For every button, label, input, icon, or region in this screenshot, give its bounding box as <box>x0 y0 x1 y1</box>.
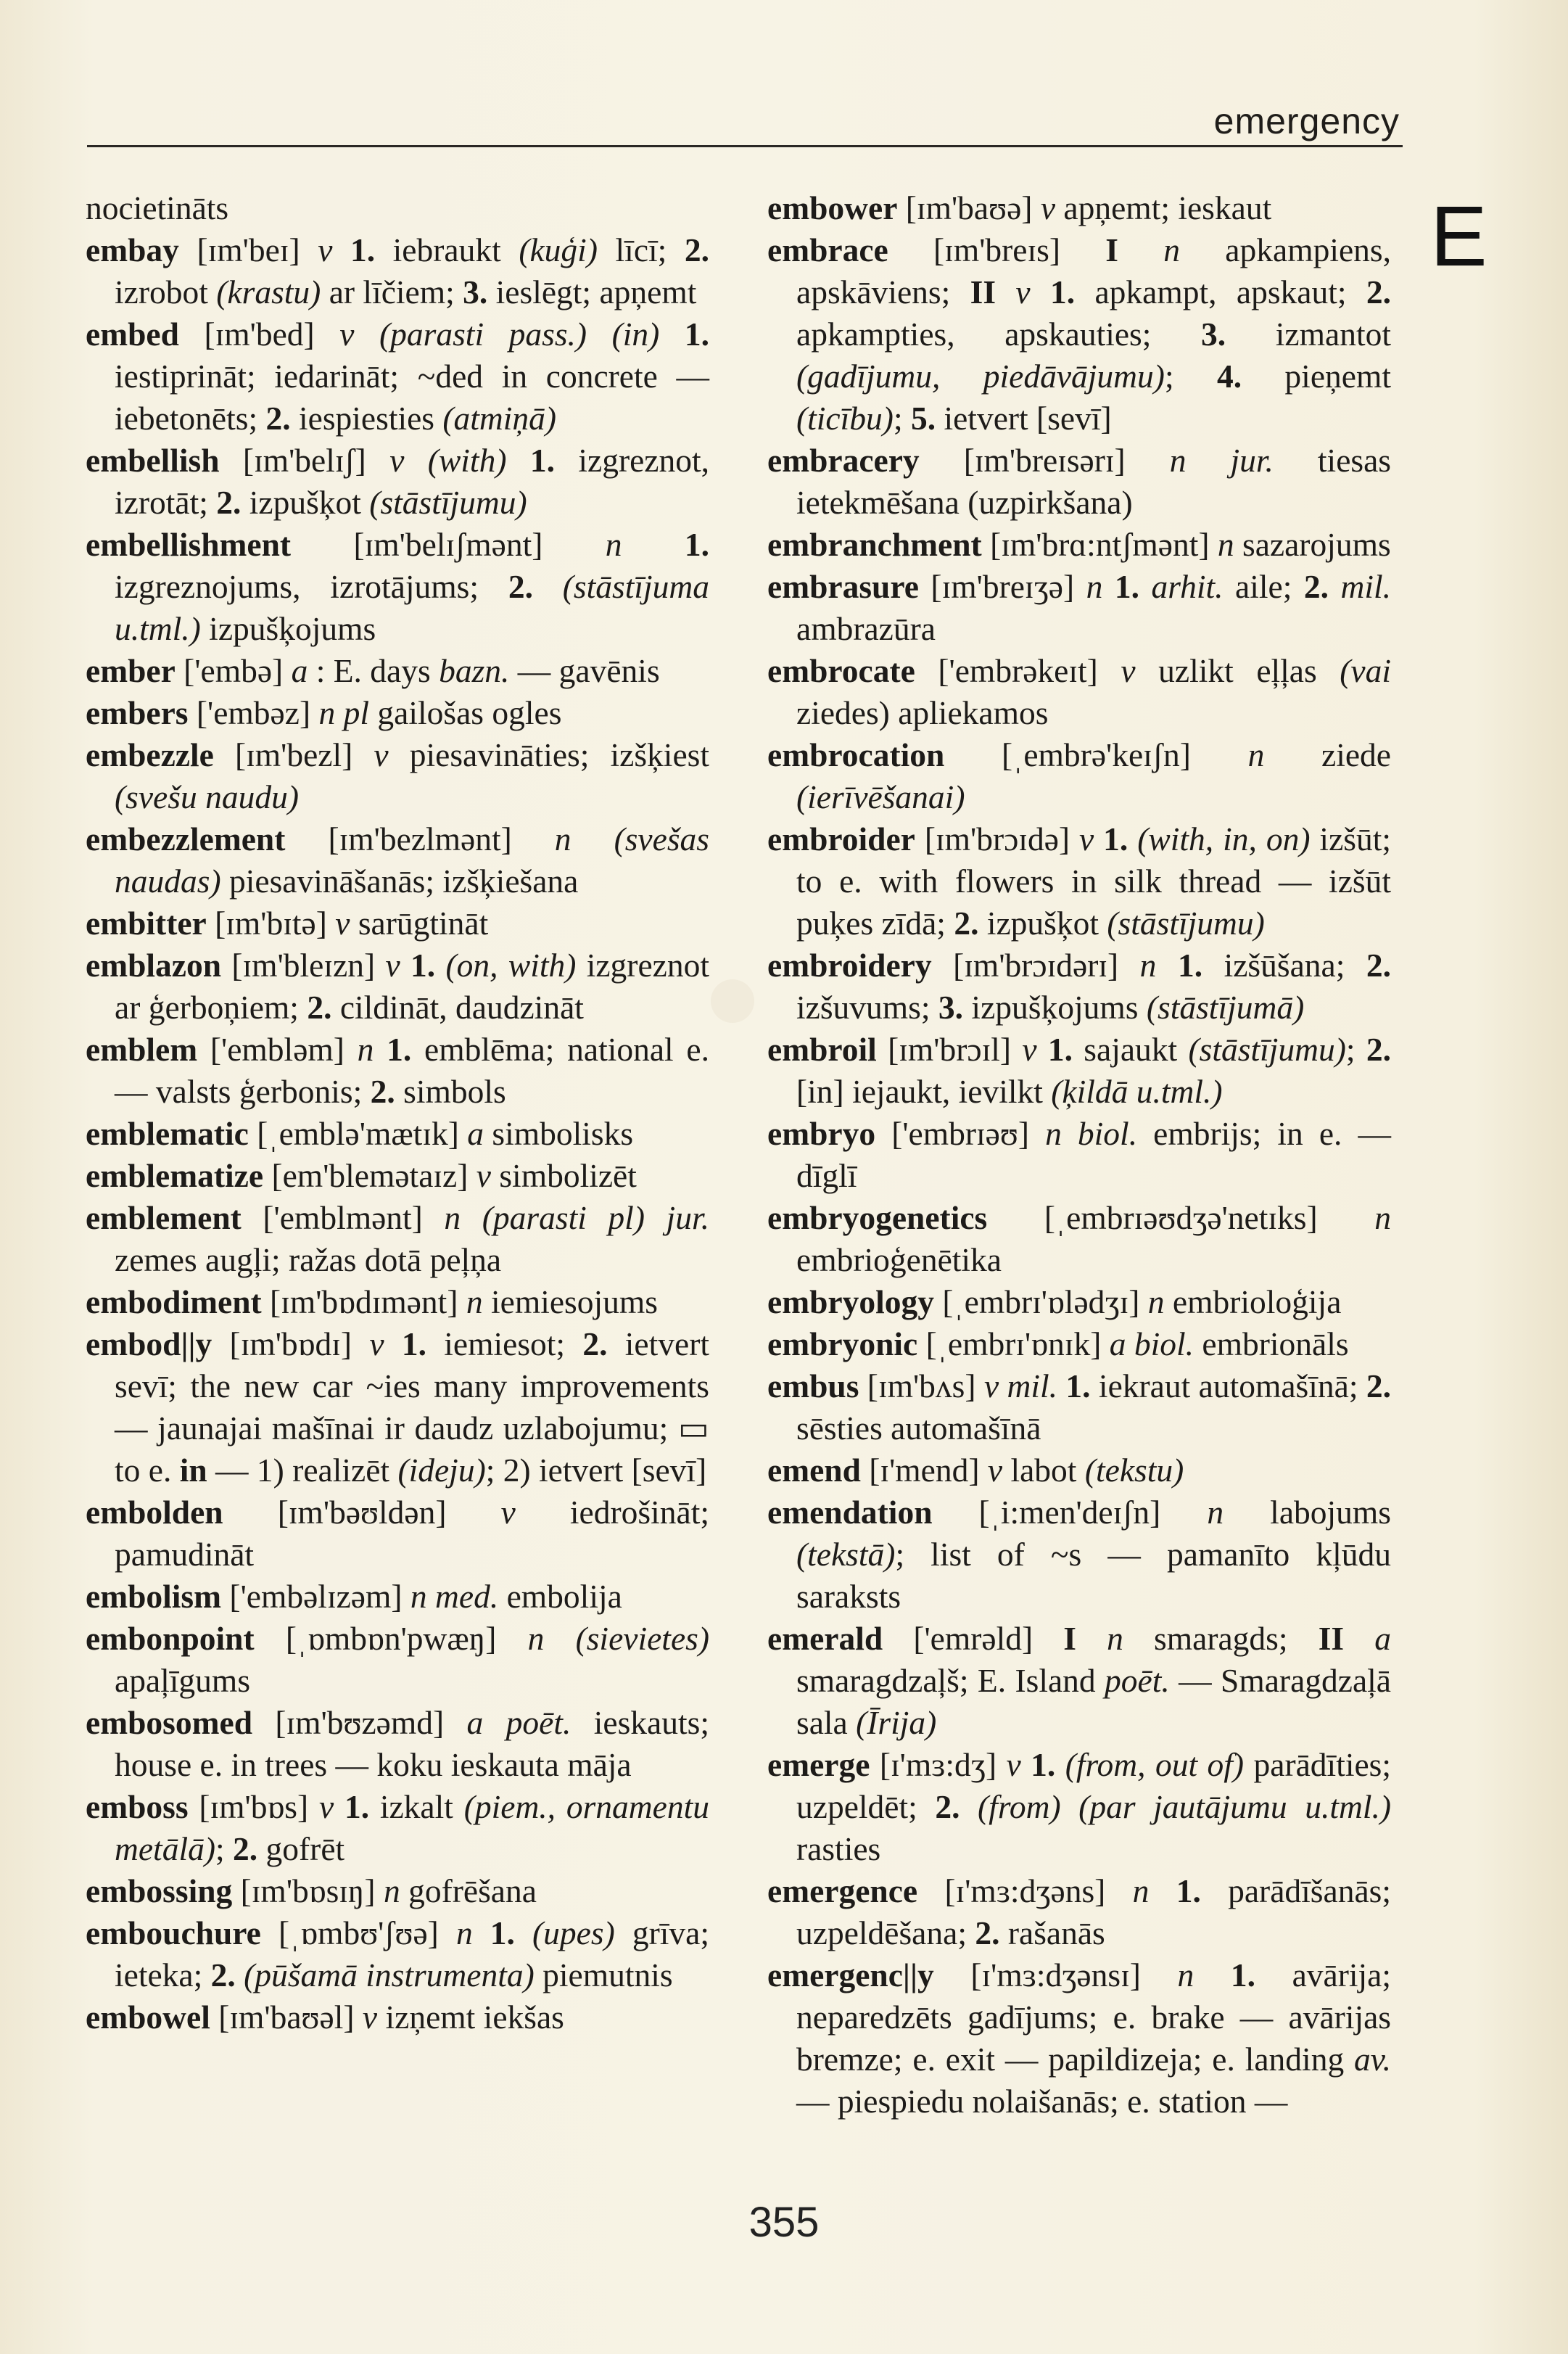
dictionary-entry: embers ['embəz] n pl gailošas ogles <box>86 694 562 731</box>
dictionary-entry: emblematic [ˌemblə'mætɪk] a simbolisks <box>86 1115 634 1152</box>
dictionary-entry: embroider [ɪm'brɔɪdə] v 1. (with, in, on) izšūt; to e. with flowers in silk thread — izšūt puķes zīdā; 2. izpušķot (stāstījumu) <box>767 820 1391 942</box>
dictionary-entry: embodiment [ɪm'bɒdɪmənt] n iemiesojums <box>86 1283 658 1320</box>
dictionary-entry: embryology [ˌembrɪ'ɒlədʒɪ] n embrioloģija <box>767 1283 1342 1320</box>
running-head: emergency <box>1213 101 1400 141</box>
paper-stain <box>711 979 754 1023</box>
dictionary-entry: embryogenetics [ˌembrɪəʊdʒə'netɪks] n embrioģenētika <box>767 1199 1391 1278</box>
dictionary-entry: embouchure [ˌɒmbʊ'ʃʊə] n 1. (upes) grīva; ieteka; 2. (pūšamā instrumenta) piemutnis <box>86 1914 709 1993</box>
dictionary-entry: embossing [ɪm'bɒsɪŋ] n gofrēšana <box>86 1872 537 1909</box>
dictionary-entry: nocietināts <box>86 189 229 226</box>
dictionary-entry: emblem ['embləm] n 1. emblēma; national e. — valsts ģerbonis; 2. simbols <box>86 1031 709 1110</box>
dictionary-entry: ember ['embə] a : E. days bazn. — gavēnis <box>86 652 660 689</box>
dictionary-entry: embellishment [ɪm'belɪʃmənt] n 1. izgreznojums, izrotājums; 2. (stāstījuma u.tml.) izpušķojums <box>86 526 710 647</box>
dictionary-entry: emergence [ɪ'mɜ:dʒəns] n 1. parādīšanās; uzpeldēšana; 2. rašanās <box>767 1872 1391 1951</box>
dictionary-entry: embryonic [ˌembrɪ'ɒnɪk] a biol. embrionāls <box>767 1325 1349 1362</box>
dictionary-entry: embolden [ɪm'bəʊldən] v iedrošināt; pamudināt <box>86 1494 709 1573</box>
left-column <box>86 187 709 2038</box>
dictionary-entry: embrocation [ˌembrə'keɪʃn] n ziede (ierīvēšanai) <box>767 736 1391 815</box>
dictionary-entry: embus [ɪm'bʌs] v mil. 1. iekraut automašīnā; 2. sēsties automašīnā <box>767 1367 1391 1446</box>
dictionary-entry: emboss [ɪm'bɒs] v 1. izkalt (piem., ornamentu metālā); 2. gofrēt <box>86 1788 709 1867</box>
dictionary-entry: embroidery [ɪm'brɔɪdərɪ] n 1. izšūšana; 2. izšuvums; 3. izpušķojums (stāstījumā) <box>767 947 1391 1026</box>
dictionary-entry: embrace [ɪm'breɪs] I n apkampiens, apskāviens; II v 1. apkampt, apskaut; 2. apkampties, apskauties; 3. izmantot (gadījumu, piedāvājumu); 4. pieņemt (ticību); 5. ietvert [sevī] <box>767 231 1392 437</box>
page-number: 355 <box>748 2199 820 2246</box>
dictionary-entry: embolism ['embəlɪzəm] n med. embolija <box>86 1578 622 1615</box>
dictionary-entry: embrasure [ɪm'breɪʒə] n 1. arhit. aile; 2. mil. ambrazūra <box>767 568 1391 647</box>
dictionary-entry: embod||y [ɪm'bɒdɪ] v 1. iemiesot; 2. ietvert sevī; the new car ~ies many improvements — jaunajai mašīnai ir daudz uzlabojumu; ▭ to e. in — 1) realizēt (ideju); 2) ietvert [sevī] <box>86 1325 709 1489</box>
dictionary-entry: embed [ɪm'bed] v (parasti pass.) (in) 1. iestiprināt; iedarināt; ~ded in concrete — iebetonēts; 2. iespiesties (atmiņā) <box>86 316 710 437</box>
dictionary-entry: emend [ɪ'mend] v labot (tekstu) <box>767 1452 1184 1489</box>
dictionary-entry: emblement ['emblmənt] n (parasti pl) jur. zemes augļi; ražas dotā peļņa <box>86 1199 709 1278</box>
dictionary-entry: emergenc||y [ɪ'mɜ:dʒənsɪ] n 1. avārija; neparedzēts gadījums; e. brake — avārijas bremze; e. exit — papildizeja; e. landing av. — piespiedu nolaišanās; e. station — <box>767 1956 1391 2120</box>
dictionary-entry: embonpoint [ˌɒmbɒn'pwæŋ] n (sievietes) apaļīgums <box>86 1620 709 1699</box>
dictionary-entry: embrocate ['embrəkeɪt] v uzlikt eļļas (vai ziedes) apliekamos <box>767 652 1392 731</box>
dictionary-entry: emerald ['emrəld] I n smaragds; II a smaragdzaļš; E. Island poēt. — Smaragdzaļā sala (Īrija) <box>767 1620 1391 1741</box>
dictionary-entry: embranchment [ɪm'brɑ:ntʃmənt] n sazarojums <box>767 526 1391 563</box>
section-letter-tab: E <box>1430 189 1487 284</box>
dictionary-entry: embowel [ɪm'baʊəl] v izņemt iekšas <box>86 1999 564 2036</box>
dictionary-entry: embellish [ɪm'belɪʃ] v (with) 1. izgreznot, izrotāt; 2. izpušķot (stāstījumu) <box>86 442 710 521</box>
dictionary-entry: emerge [ɪ'mɜ:dʒ] v 1. (from, out of) parādīties; uzpeldēt; 2. (from) (par jautājumu u.tml.) rasties <box>767 1746 1392 1867</box>
dictionary-entry: embracery [ɪm'breɪsərɪ] n jur. tiesas ietekmēšana (uzpirkšana) <box>767 442 1391 521</box>
dictionary-entry: embosomed [ɪm'bʊzəmd] a poēt. ieskauts; house e. in trees — koku ieskauta māja <box>86 1704 709 1783</box>
dictionary-entry: embower [ɪm'baʊə] v apņemt; ieskaut <box>767 189 1272 226</box>
dictionary-entry: emblazon [ɪm'bleɪzn] v 1. (on, with) izgreznot ar ģerboņiem; 2. cildināt, daudzināt <box>86 947 709 1026</box>
dictionary-entry: embezzle [ɪm'bezl] v piesavināties; izšķiest (svešu naudu) <box>86 736 709 815</box>
dictionary-entry: embezzlement [ɪm'bezlmənt] n (svešas naudas) piesavināšanās; izšķiešana <box>86 820 709 900</box>
dictionary-entry: embroil [ɪm'brɔɪl] v 1. sajaukt (stāstījumu); 2. [in] iejaukt, ievilkt (ķildā u.tml.) <box>767 1031 1391 1110</box>
dictionary-entry: emblematize [em'blemətaɪz] v simbolizēt <box>86 1157 637 1194</box>
dictionary-entry: emendation [ˌi:men'deɪʃn] n labojums (tekstā); list of ~s — pamanīto kļūdu saraksts <box>767 1494 1392 1615</box>
right-column <box>767 187 1391 2123</box>
header-rule <box>87 145 1403 147</box>
dictionary-entry: embitter [ɪm'bɪtə] v sarūgtināt <box>86 905 489 942</box>
dictionary-entry: embryo ['embrɪəʊ] n biol. embrijs; in e. — dīglī <box>767 1115 1391 1194</box>
dictionary-entry: embay [ɪm'beɪ] v 1. iebraukt (kuģi) līcī; 2. izrobot (krastu) ar līčiem; 3. ieslēgt; apņemt <box>86 231 710 310</box>
